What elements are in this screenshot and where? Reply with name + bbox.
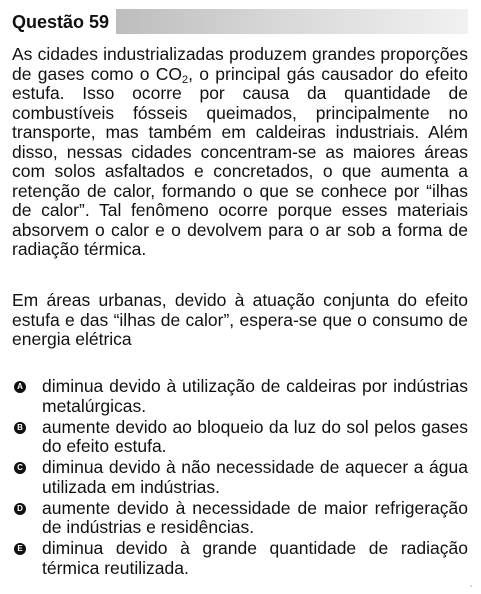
option-d[interactable] — [12, 499, 468, 538]
option-text: diminua devido à utilização de caldeiras por indústrias metalúrgicas. — [42, 376, 468, 416]
option-letter-badge: A — [14, 381, 26, 393]
paragraph-text-start: As cidades industrializadas produzem grandes proporções de gases como o CO — [12, 44, 468, 84]
answer-options — [12, 377, 468, 580]
option-text: aumente devido ao bloqueio da luz do sol pelos gases do efeito estufa. — [42, 416, 468, 456]
header-gradient-bar — [116, 9, 468, 34]
paragraph-text-end: , o principal gás causador do efeito estufa. Isso ocorre por causa da quantidade de combustíveis fósseis queimados, principalmente no transporte, mas também em caldeiras industriais. Além disso, nessas cidades concentram-se as maiores áreas com solos asfaltados e concretados, o que aumenta a retenção de calor, formando o que se conhece por “ilhas de calor”. Tal fenômeno ocorre porque esses materiais absorvem o calor e o devolvem para o ar sob a forma de radiação térmica. — [12, 63, 468, 259]
page-mark: ‚ — [470, 578, 472, 588]
option-text: aumente devido à necessidade de maior refrigeração de indústrias e residências. — [42, 497, 468, 537]
option-b[interactable] — [12, 418, 468, 457]
option-e[interactable] — [12, 539, 468, 578]
option-letter-badge: E — [14, 543, 26, 555]
question-title: Questão 59 — [12, 12, 110, 32]
option-a[interactable] — [12, 377, 468, 416]
co2-subscript: 2 — [182, 73, 189, 86]
question-prompt: Em áreas urbanas, devido à atuação conjunta do efeito estufa e das “ilhas de calor”, espera-se que o consumo de energia elétrica — [12, 290, 468, 349]
question-header — [12, 8, 468, 36]
option-text: diminua devido à não necessidade de aquecer a água utilizada em indústrias. — [42, 457, 468, 497]
option-text: diminua devido à grande quantidade de radiação térmica reutilizada. — [42, 538, 468, 578]
option-letter-badge: C — [14, 462, 26, 474]
question-text-paragraph — [12, 45, 468, 260]
option-letter-badge: B — [14, 422, 26, 434]
option-letter-badge: D — [14, 503, 26, 515]
option-c[interactable] — [12, 458, 468, 497]
